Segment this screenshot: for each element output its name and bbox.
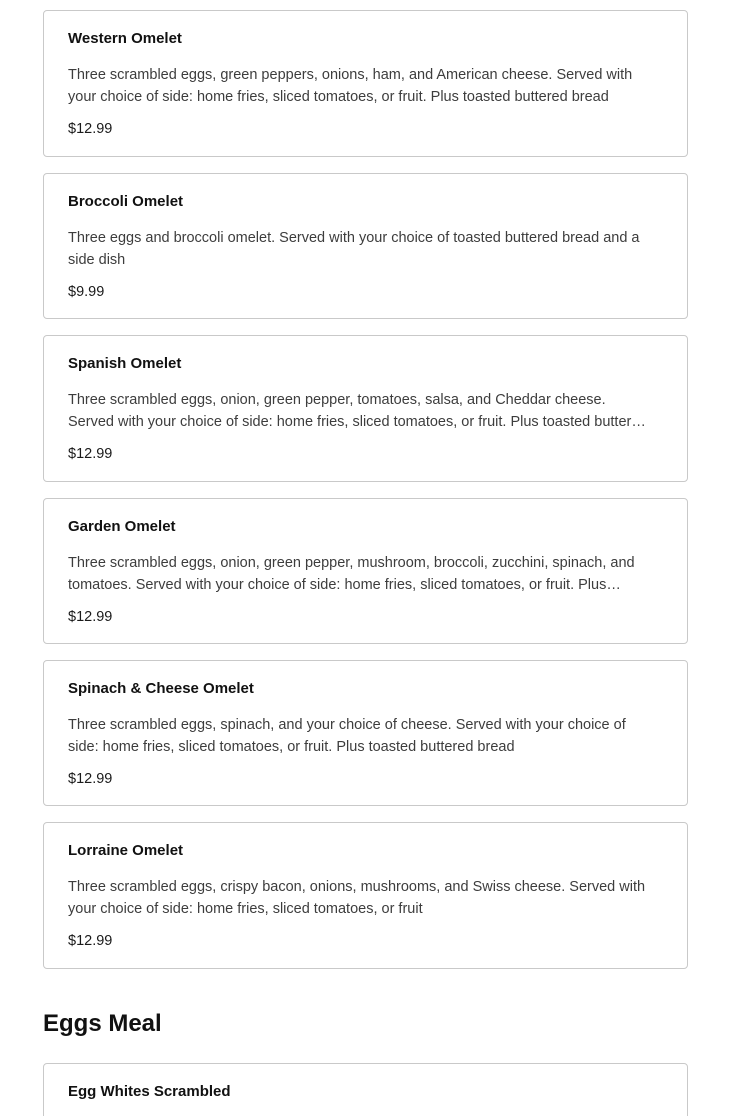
item-description-line: side: home fries, sliced tomatoes, or fruit. Plus toasted buttered bread (68, 739, 515, 755)
item-description-line: tomatoes. Served with your choice of side: home fries, sliced tomatoes, or fruit. Plus… (68, 577, 621, 593)
item-description-line: Three scrambled eggs, green peppers, onions, ham, and American cheese. Served with (68, 67, 633, 83)
item-description-line: Three scrambled eggs, onion, green pepper, tomatoes, salsa, and Cheddar cheese. (68, 392, 606, 408)
item-description (68, 64, 663, 108)
item-price: $12.99 (68, 121, 113, 137)
item-name: Egg Whites Scrambled (68, 1083, 231, 1100)
item-description-line: side dish (68, 252, 126, 268)
menu-item-card-spinach-cheese-omelet[interactable] (43, 660, 688, 806)
item-price: $12.99 (68, 609, 113, 625)
item-price: $12.99 (68, 446, 113, 462)
menu-item-card-western-omelet[interactable] (43, 10, 688, 157)
menu-item-card-spanish-omelet[interactable] (43, 335, 688, 482)
item-name: Spanish Omelet (68, 355, 182, 372)
item-price: $9.99 (68, 284, 105, 300)
item-description (68, 714, 663, 758)
item-name: Broccoli Omelet (68, 193, 184, 210)
item-description (68, 389, 663, 433)
menu-item-card-garden-omelet[interactable] (43, 498, 688, 644)
item-description-line: your choice of side: home fries, sliced tomatoes, or fruit (68, 901, 423, 917)
menu-item-card-broccoli-omelet[interactable] (43, 173, 688, 319)
item-price: $12.99 (68, 933, 113, 949)
item-description (68, 876, 663, 920)
item-description (68, 227, 663, 271)
item-description (68, 552, 663, 596)
item-description-line: Three scrambled eggs, spinach, and your choice of cheese. Served with your choice of (68, 717, 626, 733)
menu-item-card-egg-whites-scrambled[interactable] (43, 1063, 688, 1116)
item-description-line: Served with your choice of side: home fries, sliced tomatoes, or fruit. Plus toasted butter… (68, 414, 646, 430)
item-name: Garden Omelet (68, 518, 176, 535)
item-name: Lorraine Omelet (68, 842, 184, 859)
menu-item-card-lorraine-omelet[interactable] (43, 822, 688, 969)
item-name: Spinach & Cheese Omelet (68, 680, 254, 697)
item-description-line: your choice of side: home fries, sliced tomatoes, or fruit. Plus toasted buttered bread (68, 89, 609, 105)
section-heading-eggs-meal: Eggs Meal (43, 1010, 162, 1037)
item-price: $12.99 (68, 771, 113, 787)
item-name: Western Omelet (68, 30, 182, 47)
item-description-line: Three scrambled eggs, crispy bacon, onions, mushrooms, and Swiss cheese. Served with (68, 879, 646, 895)
item-description-line: Three scrambled eggs, onion, green pepper, mushroom, broccoli, zucchini, spinach, and (68, 555, 635, 571)
item-description-line: Three eggs and broccoli omelet. Served with your choice of toasted buttered bread and a (68, 230, 640, 246)
